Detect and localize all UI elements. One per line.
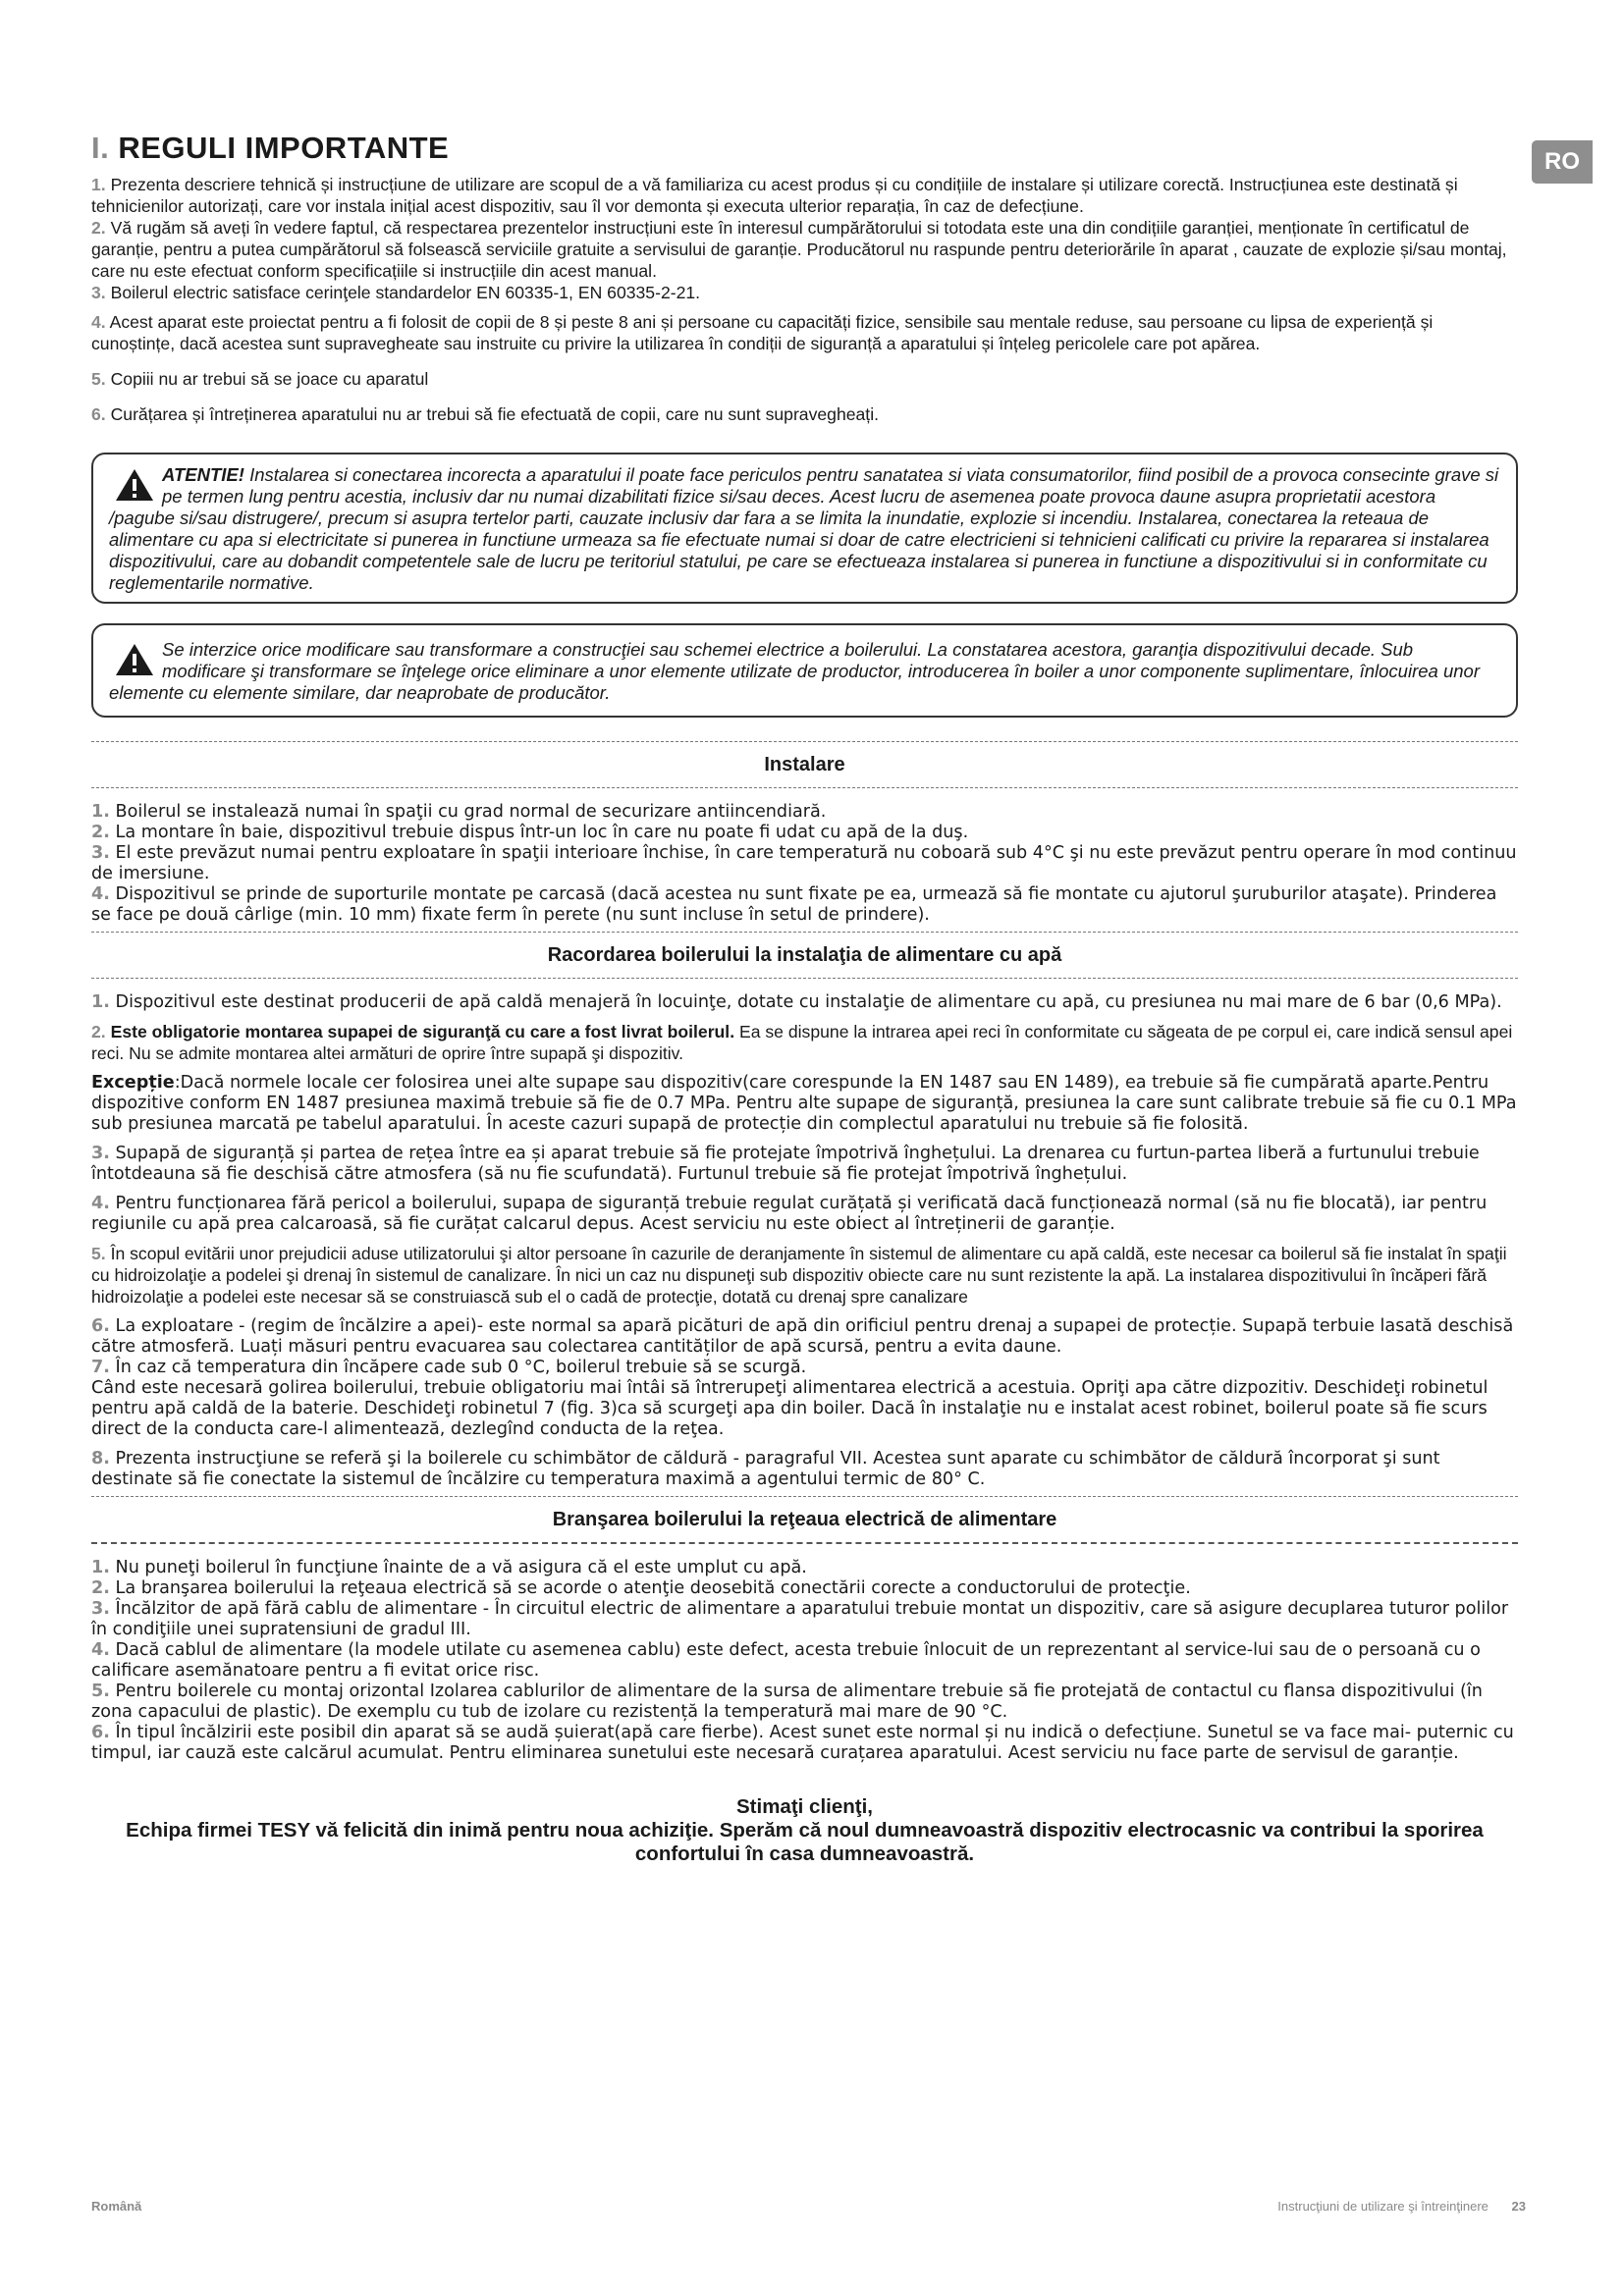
warning-triangle-icon	[115, 643, 154, 676]
item-text: Dispozitivul se prinde de suporturile montate pe carcasă (dacă acestea nu sunt fixate pe ea, urmează să fie montate cu ajutorul şuruburilor ataşate). Prinderea se face pe două cârlige (min. 10 mm) fixate ferm în perete (nu sunt incluse în setul de prindere).	[91, 884, 1497, 925]
racordare-item-5	[91, 1243, 1518, 1308]
item-number: 6.	[91, 1723, 110, 1742]
warning-text: Instalarea si conectarea incorecta a aparatului il poate face periculos pentru sanatatea si viata consumatorilor, fiind posibil de a provoca consecinte grave si pe termen lung pentru acestia, inclusiv dar nu numai dizabilitati fizice si/sau deces. Acest lucru de asemenea poate provoca daune asupra proprietatii acestora /pagube si/sau distrugere/, precum si asupra tertelor parti, cauzate inclusiv dar fara a se limita la inundatie, explozie si incendiu. Instalarea, conectarea la reteaua de alimentare cu apa si electricitate si punerea in functiune urmeaza sa fie efectuate numai si doar de catre electricieni si tehnicieni calificati cu privire la repararea si instalarea dispozitivului, care au dobandit competentele sale de lucru pe teritoriul statului, pe care se efectueaza instalarea si punerea in functiune a dispozitivului si in conformitate cu reglementarile normative.	[109, 464, 1499, 593]
item-text: Prezenta descriere tehnică și instrucțiune de utilizare are scopul de a vă familiariza cu acest produs și cu condițiile de instalare și utilizare corectă. Instrucțiunea este destinată și tehnicienilor autorizați, care vor instala inițial acest dispozitiv, sau îl vor demonta și executa ulterior reparația, în caz de defecțiune.	[91, 175, 1458, 216]
item-text: La branşarea boilerului la reţeaua electrică să se acorde o atenţie deosebită conectării corecte a conductorului de protecţie.	[115, 1578, 1191, 1598]
racordare-item-2	[91, 1021, 1518, 1064]
item-number: 5.	[91, 1682, 110, 1701]
racordare-item-3	[91, 1144, 1518, 1185]
item-text: Acest aparat este proiectat pentru a fi folosit de copii de 8 și peste 8 ani și persoane cu capacități fizice, sensibile sau mentale reduse, sau persoane cu lipsa de experiență și cunoștințe, dacă acestea sunt supravegheate sau instruite cu privire la utilizarea în condiții de siguranță a aparatului și înțeleg pericolele care pot apărea.	[91, 312, 1434, 353]
item-text: Dispozitivul este destinat producerii de apă caldă menajeră în locuinţe, dotate cu instalaţie de alimentare cu apă, cu presiunea nu mai mare de 6 bar (0,6 MPa).	[115, 992, 1502, 1012]
warning-box-modification	[91, 623, 1518, 718]
item-number: 6.	[91, 404, 106, 424]
item-number: 5.	[91, 369, 106, 389]
item-number: 3.	[91, 843, 110, 863]
racordare-item-1	[91, 992, 1518, 1013]
item-text: Boilerul electric satisface cerinţele standardelor EN 60335-1, EN 60335-2-21.	[110, 283, 701, 302]
item-text: Dacă cablul de alimentare (la modele utilate cu asemenea cablu) este defect, acesta trebuie înlocuit de un reprezentant al service-lui sau de o persoană cu o calificare asemănatoare pentru a fi evitat orice risc.	[91, 1640, 1481, 1681]
item-text: Pentru boilerele cu montaj orizontal Izolarea cablurilor de alimentare de la sursa de alimentare trebuie să fie protejată de contactul cu flansa dispozitivului (în zona capacului de plastic). De exemplu cu tub de izolare cu rezistență la temperatură mai mare de 90 °C.	[91, 1682, 1483, 1722]
item-number: 2.	[91, 823, 110, 842]
item-text: Pentru funcționarea fără pericol a boilerului, supapa de siguranță trebuie regulat curățată și verificată dacă funcționează normal (să nu fie blocată), iar pentru regiunile cu apă prea calcaroasă, să fie curățat calcarul depus. Acest serviciu nu este obiect al întreținerii de garanție.	[91, 1194, 1488, 1234]
item-number: 4.	[91, 884, 110, 904]
bransare-item-5	[91, 1682, 1518, 1723]
item-text: Boilerul se instalează numai în spaţii cu grad normal de securizare antiincendiară.	[115, 802, 827, 822]
item-text: El este prevăzut numai pentru exploatare în spaţii interioare închise, în care temperatură nu coboară sub 4°C şi nu este prevăzut pentru operare în mod continuu de imersiune.	[91, 843, 1517, 883]
item-number: 1.	[91, 1558, 110, 1577]
bransare-item-1	[91, 1558, 1518, 1578]
item-text: Ea se dispune la intrarea apei reci în conformitate cu săgeata de pe corpul ei, care indică sensul apei reci. Nu se admite montarea altei armături de oprire între supapă şi dispozitiv.	[91, 1022, 1513, 1063]
heading-instalare: Instalare	[764, 754, 845, 775]
item-text: Vă rugăm să aveți în vedere faptul, că respectarea prezentelor instrucțiuni este în interesul cumpărătorului si totodata este una din condițiile garanției, menționate în certificatul de garanție, pentru a putea cumpărătorul să folsească serviciile gratuite a servisului de garanție. Producătorul nu raspunde pentru deteriorările în aparat , cauzate de explozie și/sau montaj, care nu este efectuat conform specificațiile si instrucțiile din acest manual.	[91, 218, 1507, 281]
item-text: În scopul evitării unor prejudicii aduse utilizatorului şi altor persoane în cazurile de deranjamente în sistemul de alimentare cu apă caldă, este necesar ca boilerul să fie instalat în spaţii cu hidroizolaţie a podelei şi drenaj în sistemul de canalizare. În nici un caz nu dispuneţi sub dispozitiv obiecte care nu sunt rezistente la apă. La instalarea dispozitivului în încăperi fără hidroizolaţie a podelei este necesar să se construiască sub el o cadă de protecţie, dotată cu drenaj spre canalizare	[91, 1244, 1507, 1307]
racordare-item-7	[91, 1358, 1518, 1378]
page-number: 23	[1511, 2199, 1526, 2214]
item-number: 3.	[91, 283, 106, 302]
intro-item-4	[91, 311, 1518, 354]
section-number: I.	[91, 131, 110, 165]
section-title-text: REGULI IMPORTANTE	[118, 131, 450, 165]
item-text: Încălzitor de apă fără cablu de alimentare - În circuitul electric de alimentare a aparatului trebuie montat un dispozitiv, care să asigure decuplarea tuturor polilor în condiţiile unei supratensiuni de gradul III.	[91, 1599, 1509, 1639]
item-text: Curățarea și întreținerea aparatului nu ar trebui să fie efectuată de copii, care nu sunt supravegheați.	[110, 404, 879, 424]
warning-box-attention	[91, 453, 1518, 604]
closing-message	[91, 1795, 1518, 1866]
heading-bransare: Branşarea boilerului la reţeaua electrică de alimentare	[552, 1509, 1057, 1530]
bransare-item-2	[91, 1578, 1518, 1599]
item-bold-text: Este obligatorie montarea supapei de siguranţă cu care a fost livrat boilerul.	[110, 1022, 735, 1041]
item-number: 2.	[91, 1578, 110, 1598]
racordare-exceptie	[91, 1073, 1518, 1135]
item-text: În caz că temperatura din încăpere cade sub 0 °C, boilerul trebuie să se scurgă.	[115, 1358, 807, 1377]
instalare-item-3	[91, 843, 1518, 884]
warning-triangle-icon	[115, 468, 154, 502]
intro-item-5	[91, 368, 1518, 390]
item-number: 2.	[91, 218, 106, 238]
item-text: În tipul încălzirii este posibil din aparat să se audă șuierat(apă care fierbe). Acest sunet este normal și nu indică o defecțiune. Sunetul se va face mai- puternic cu timpul, iar cauză este calcărul acumulat. Pentru eliminarea sunetului este necesară curațarea aparatului. Acest serviciu nu face parte de servisul de garanție.	[91, 1723, 1514, 1763]
intro-item-2	[91, 217, 1518, 282]
item-number: 4.	[91, 1640, 110, 1660]
item-number: 3.	[91, 1144, 110, 1163]
footer-doc-title-text: Instrucţiuni de utilizare şi întreinţinere	[1277, 2199, 1489, 2214]
bransare-item-4	[91, 1640, 1518, 1682]
item-number: 4.	[91, 1194, 110, 1213]
item-number: 7.	[91, 1358, 110, 1377]
item-number: 2.	[91, 1022, 106, 1041]
item-number: 1.	[91, 992, 110, 1012]
intro-item-3	[91, 282, 1518, 303]
racordare-item-4	[91, 1194, 1518, 1235]
item-number: 4.	[91, 312, 106, 332]
racordare-item-8	[91, 1449, 1518, 1490]
racordare-item-7b: Când este necesară golirea boilerului, trebuie obligatoriu mai întâi să întrerupeţi alimentarea electrică a acestuia. Opriţi apa către dizpozitiv. Deschideţi robinetul pentru apă caldă de la baterie. Deschideţi robinetul 7 (fig. 3)ca să scurgeţi apa din boiler. Dacă în instalaţie nu e instalat acest robinet, boilerul poate să fie scurs direct de la conducta care-l alimentează, dezlegînd conducta de la reţea.	[91, 1378, 1489, 1439]
footer-language: Română	[91, 2199, 142, 2214]
warning-label: ATENTIE!	[162, 464, 244, 485]
bransare-item-3	[91, 1599, 1518, 1640]
instalare-item-4	[91, 884, 1518, 926]
language-tab: RO	[1532, 140, 1593, 184]
heading-racordare: Racordarea boilerului la instalaţia de alimentare cu apă	[547, 944, 1062, 966]
warning-text: Se interzice orice modificare sau transformare a construcţiei sau schemei electrice a boilerului. La constatarea acestora, garanţia dispozitivului decade. Sub modificare şi transformare se înţelege orice eliminare a unor elemente utilizate de productor, introducerea în boiler a unor componente suplimentare, înlocuirea unor elemente cu elemente similare, dar neaprobate de producător.	[109, 639, 1480, 703]
instalare-item-1	[91, 802, 1518, 823]
item-number: 3.	[91, 1599, 110, 1619]
item-text: Nu puneţi boilerul în funcţiune înainte de a vă asigura că el este umplut cu apă.	[115, 1558, 807, 1577]
item-number: 8.	[91, 1449, 110, 1468]
item-number: 6.	[91, 1316, 110, 1336]
closing-greeting: Stimaţi clienţi,	[736, 1795, 873, 1818]
item-text: :Dacă normele locale cer folosirea unei alte supape sau dispozitiv(care corespunde la EN 1487 sau EN 1489), ea trebuie să fie cumpărată aparte.Pentru dispozitive conform EN 1487 presiunea maximă trebuie să fie de 0.7 MPa. Pentru alte supape de siguranță, presiunea la care sunt calibrate trebuie să fie cu 0.1 MPa sub presiunea marcată pe tabelul aparatului. În aceste cazuri supapă de protecție din complectul aparatului nu trebuie să fie folosită.	[91, 1073, 1517, 1134]
item-text: Copiii nu ar trebui să se joace cu aparatul	[110, 369, 429, 389]
intro-item-6	[91, 403, 1518, 425]
section-title	[91, 131, 1518, 166]
bransare-item-6	[91, 1723, 1518, 1764]
item-text: Supapă de siguranță și partea de rețea între ea și aparat trebuie să fie protejate împotrivă înghețului. La drenarea cu furtun-partea liberă a furtunului trebuie întotdeauna să fie deschisă către atmosfera (să nu fie scufundată). Furtunul trebuie să fie protejat împotrivă înghețului.	[91, 1144, 1480, 1184]
item-text: Prezenta instrucţiune se referă şi la boilerele cu schimbător de căldură - paragraful VII. Acestea sunt aparate cu schimbător de căldură încorporat şi sunt destinate să fie conectate la sistemul de încălzire cu temperatura maximă a agentului termic de 80° C.	[91, 1449, 1440, 1489]
intro-item-1	[91, 174, 1518, 217]
item-number: 1.	[91, 802, 110, 822]
item-text: La exploatare - (regim de încălzire a apei)- este normal sa apară picături de apă din orificiul pentru drenaj a supapei de protecție. Supapă terbuie lasată deschisă către atmosferă. Luați măsuri pentru evacuarea sau colectarea cantităților de apă scursă, pentru a evita daune.	[91, 1316, 1514, 1357]
footer-doc-title	[1277, 2199, 1526, 2214]
page-content	[91, 131, 1518, 1866]
item-number: 1.	[91, 175, 106, 194]
racordare-item-6	[91, 1316, 1518, 1358]
item-text: La montare în baie, dispozitivul trebuie dispus într-un loc în care nu poate fi udat cu apă de la duş.	[115, 823, 969, 842]
item-number: 5.	[91, 1244, 106, 1263]
instalare-item-2	[91, 823, 1518, 843]
exception-label: Excepție	[91, 1073, 175, 1093]
closing-text: Echipa firmei TESY vă felicită din inimă pentru noua achiziţie. Sperăm că noul dumneavoastră dispozitiv electrocasnic va contribui la sporirea confortului în casa dumneavoastră.	[126, 1819, 1484, 1865]
